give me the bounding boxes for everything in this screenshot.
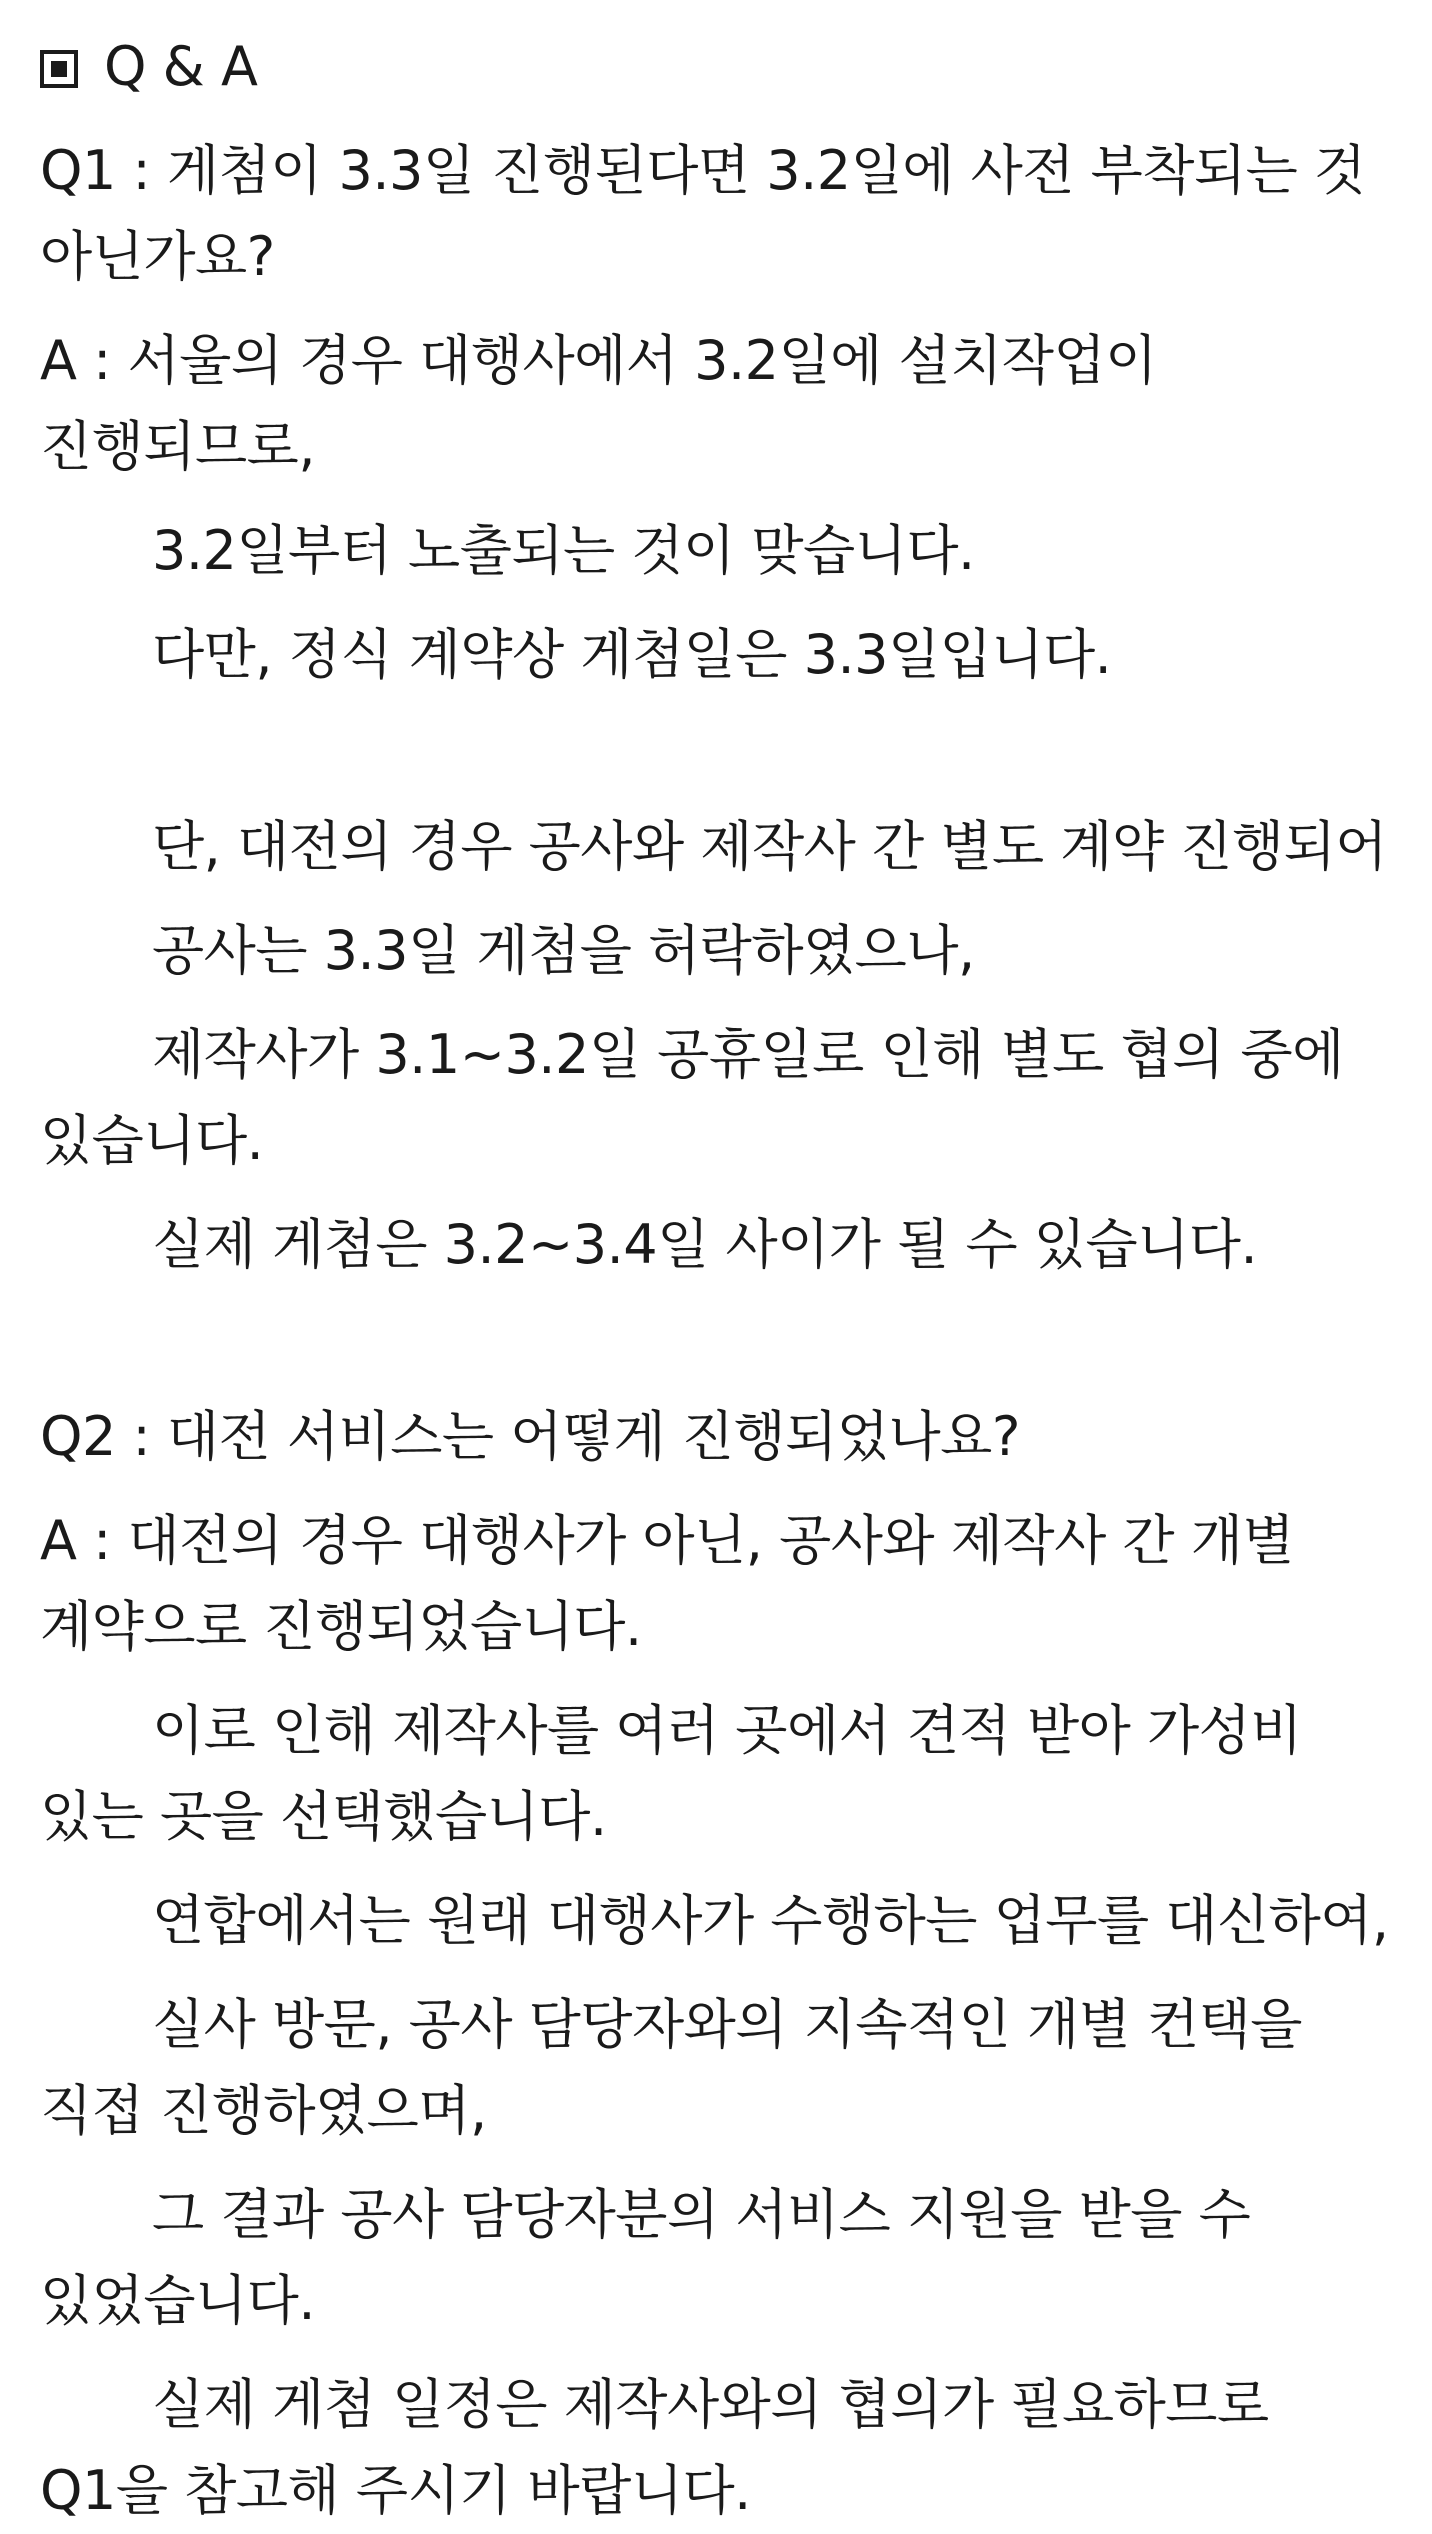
q1-question: Q1 : 게첨이 3.3일 진행된다면 3.2일에 사전 부착되는 것 아닌가요?	[40, 139, 1366, 288]
q1-section	[40, 128, 1410, 1288]
q2-answer-line-5	[40, 2172, 1410, 2344]
q2-answer-line-2	[40, 1688, 1410, 1860]
q2-answer-line-4-text: 실사 방문, 공사 담당자와의 지속적인 개별 컨택을 직접 진행하였으며,	[40, 1993, 1302, 2142]
q2-answer-line-2-text: 이로 인해 제작사를 여러 곳에서 견적 받아 가성비 있는 곳을 선택했습니다.	[40, 1699, 1302, 1848]
q1-note-line-4: 실제 게첨은 3.2~3.4일 사이가 될 수 있습니다.	[152, 1213, 1258, 1276]
q2-answer-line-6-text: 실제 게첨 일정은 제작사와의 협의가 필요하므로 Q1을 참고해 주시기 바랍니다.	[40, 2373, 1269, 2522]
qa-title: Q & A	[104, 35, 258, 98]
q2-answer-line-4	[40, 1982, 1410, 2154]
q1-answer-line-2: 3.2일부터 노출되는 것이 맞습니다.	[152, 519, 975, 582]
q2-answer-line-3: 연합에서는 원래 대행사가 수행하는 업무를 대신하여,	[152, 1889, 1389, 1952]
q1-note-line-2: 공사는 3.3일 게첨을 허락하였으나,	[152, 919, 975, 982]
q2-answer-line-1: A : 대전의 경우 대행사가 아닌, 공사와 제작사 간 개별 계약으로 진행되었습니다.	[40, 1509, 1295, 1658]
qa-header	[40, 24, 1410, 110]
q1-answer-line-3: 다만, 정식 계약상 게첨일은 3.3일입니다.	[152, 623, 1112, 686]
q1-note-line-3-text: 제작사가 3.1~3.2일 공휴일로 인해 별도 협의 중에 있습니다.	[40, 1023, 1344, 1172]
q1-answer-line-1: A : 서울의 경우 대행사에서 3.2일에 설치작업이 진행되므로,	[40, 329, 1157, 478]
q2-answer-line-6	[40, 2362, 1410, 2534]
q1-note-line-1: 단, 대전의 경우 공사와 제작사 간 별도 계약 진행되어	[152, 815, 1387, 878]
q2-answer-line-5-text: 그 결과 공사 담당자분의 서비스 지원을 받을 수 있었습니다.	[40, 2183, 1251, 2332]
q2-section	[40, 1394, 1410, 2534]
square-bullet-icon	[40, 50, 78, 88]
q1-note-line-3	[40, 1012, 1410, 1184]
q2-question: Q2 : 대전 서비스는 어떻게 진행되었나요?	[40, 1405, 1020, 1468]
qa-document	[40, 24, 1410, 2534]
